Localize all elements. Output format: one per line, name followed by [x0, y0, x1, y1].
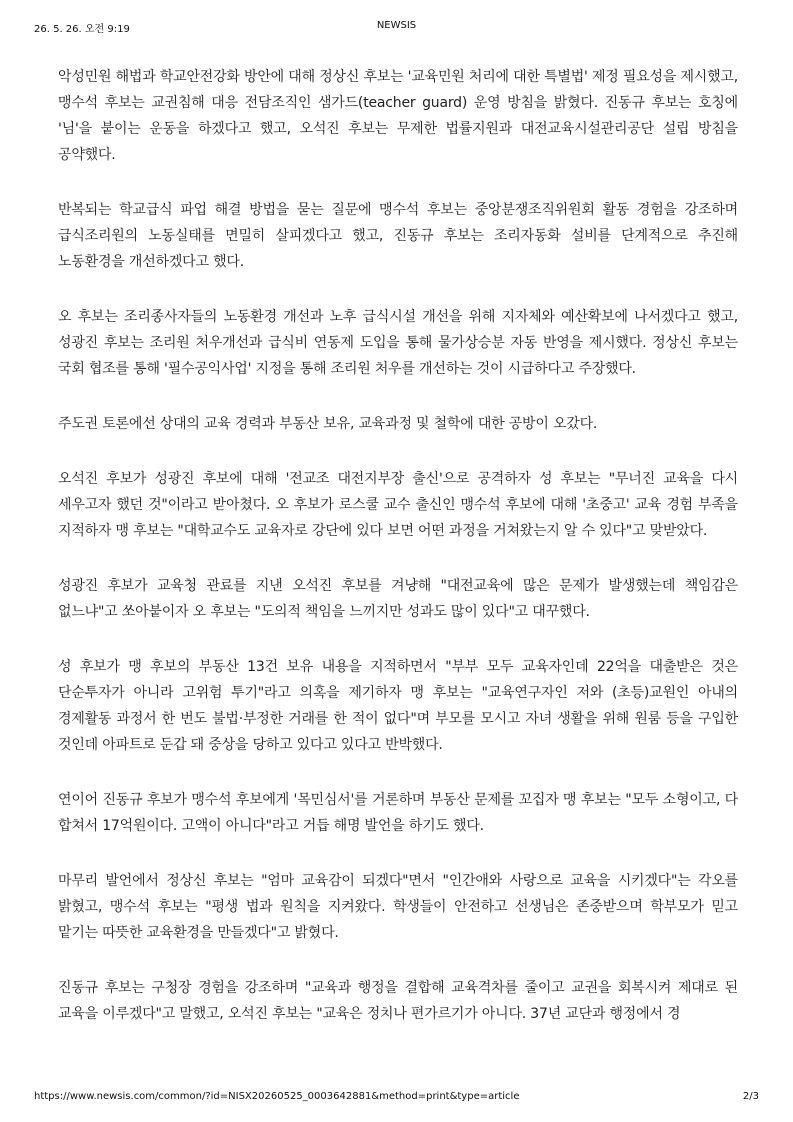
- article-paragraph: 성 후보가 맹 후보의 부동산 13건 보유 내용을 지적하면서 "부부 모두 교육자인데 22억을 대출받은 것은 단순투자가 아니라 고위험 투기"라고 의혹을 제기하자 맹 후보는 "교육연구자인 저와 (초등)교원인 아내의 경제활동 과정서 한 번도 불법·부정한 거래를 한 적이 없다"며 부모를 모시고 자녀 생활을 위해 원룸 등을 구입한 것인데 아파트로 둔갑 돼 중상을 당하고 있다고 있다고 반박했다.: [58, 659, 738, 753]
- page-number: 2/3: [742, 1091, 759, 1102]
- site-name: NEWSIS: [376, 20, 417, 31]
- print-datetime: 26. 5. 26. 오전 9:19: [34, 24, 130, 35]
- print-footer: [34, 1091, 759, 1105]
- article-paragraph: 진동규 후보는 구청장 경험을 강조하며 "교육과 행정을 결합해 교육격차를 줄이고 교권을 회복시켜 제대로 된 교육을 이루겠다"고 말했고, 오석진 후보는 "교육은 정치나 편가르기가 아니다. 37년 교단과 행정에서 경: [58, 980, 738, 1022]
- article-paragraph: 반복되는 학교급식 파업 해결 방법을 묻는 질문에 맹수석 후보는 중앙분쟁조직위원회 활동 경험을 강조하며 급식조리원의 노동실태를 면밀히 살피겠다고 했고, 진동규 후보는 조리자동화 설비를 단계적으로 추진해 노동환경을 개선하겠다고 했다.: [58, 202, 738, 270]
- page-url: https://www.newsis.com/common/?id=NISX20260525_0003642881&method=print&type=article: [34, 1091, 520, 1102]
- article-body: [58, 64, 738, 1056]
- article-paragraph: 성광진 후보가 교육청 관료를 지낸 오석진 후보를 겨냥해 "대전교육에 많은 문제가 발생했는데 책임감은 없느냐"고 쏘아붙이자 오 후보는 "도의적 책임을 느끼지만 성과도 많이 있다"고 대꾸했다.: [58, 578, 738, 620]
- article-paragraph: 오 후보는 조리종사자들의 노동환경 개선과 노후 급식시설 개선을 위해 지자체와 예산확보에 나서겠다고 했고, 성광진 후보는 조리원 처우개선과 급식비 연동제 도입을 통해 물가상승분 자동 반영을 제시했다. 정상신 후보는 국회 협조를 통해 '필수공익사업' 지정을 통해 조리원 처우를 개선하는 것이 시급하다고 주장했다.: [58, 309, 738, 377]
- article-paragraph: 연이어 진동규 후보가 맹수석 후보에게 '목민심서'를 거론하며 부동산 문제를 꼬집자 맹 후보는 "모두 소형이고, 다 합쳐서 17억원이다. 고액이 아니다"라고 거듭 해명 발언을 하기도 했다.: [58, 792, 738, 834]
- article-paragraph: 오석진 후보가 성광진 후보에 대해 '전교조 대전지부장 출신'으로 공격하자 성 후보는 "무너진 교육을 다시 세우고자 했던 것"이라고 받아쳤다. 오 후보가 로스쿨 교수 출신인 맹수석 후보에 대해 '초중고' 교육 경험 부족을 지적하자 맹 후보는 "대학교수도 교육자로 강단에 있다 보면 어떤 과정을 거쳐왔는지 알 수 있다"고 맞받았다.: [58, 471, 738, 539]
- print-header: [34, 20, 759, 34]
- article-paragraph: 악성민원 해법과 학교안전강화 방안에 대해 정상신 후보는 '교육민원 처리에 대한 특별법' 제정 필요성을 제시했고, 맹수석 후보는 교권침해 대응 전담조직인 샘가드(teacher guard) 운영 방침을 밝혔다. 진동규 후보는 호칭에 '님'을 붙이는 운동을 하겠다고 했고, 오석진 후보는 무제한 법률지원과 대전교육시설관리공단 설립 방침을 공약했다.: [58, 69, 739, 163]
- article-paragraph: 주도권 토론에선 상대의 교육 경력과 부동산 보유, 교육과정 및 철학에 대한 공방이 오갔다.: [58, 416, 598, 432]
- article-paragraph: 마무리 발언에서 정상신 후보는 "엄마 교육감이 되겠다"면서 "인간애와 사랑으로 교육을 시키겠다"는 각오를 밝혔고, 맹수석 후보는 "평생 법과 원칙을 지켜왔다. 학생들이 안전하고 선생님은 존중받으며 학부모가 믿고 맡기는 따뜻한 교육환경을 만들겠다"고 밝혔다.: [58, 873, 739, 941]
